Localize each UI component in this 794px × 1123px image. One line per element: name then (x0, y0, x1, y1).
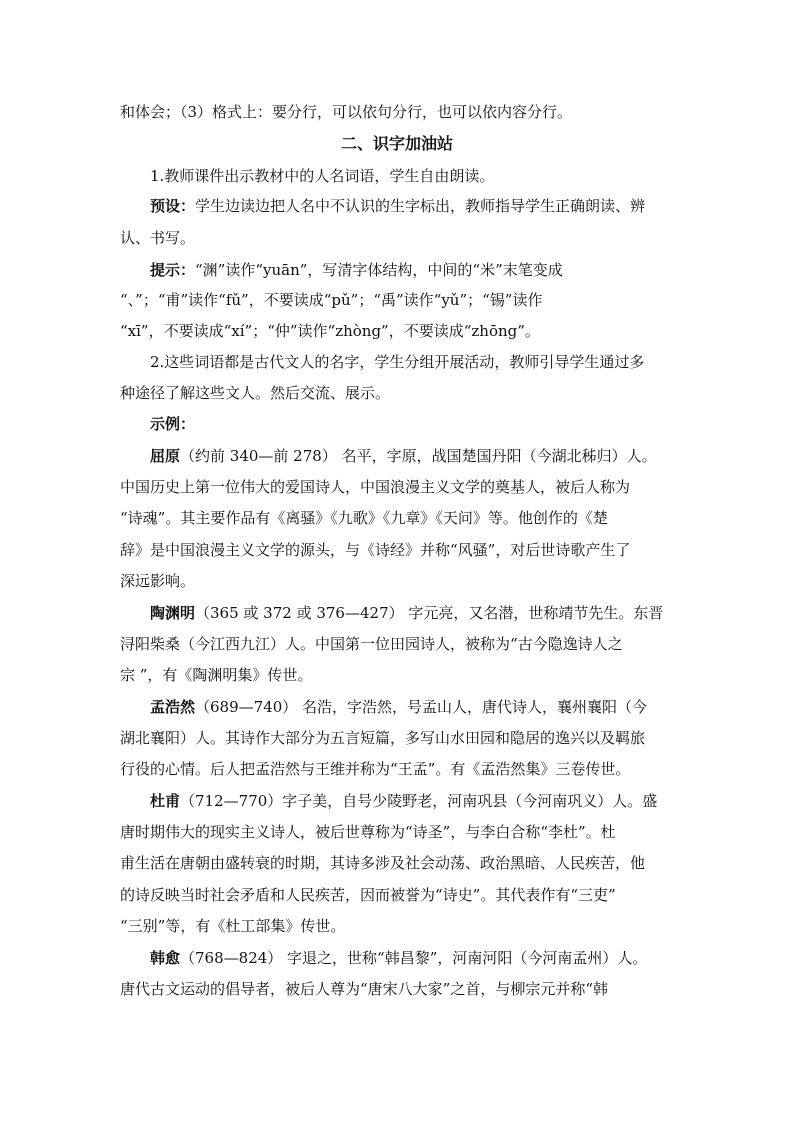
paragraph-line: 和体会；（3）格式上：要分行，可以依句分行，也可以依内容分行。 (120, 103, 573, 121)
poet-text: （712—770）字子美，自号少陵野老，河南巩县（今河南巩义）人。盛 (180, 792, 658, 810)
poet-name: 屈原 (150, 447, 181, 465)
poet-entry-line: 唐代古文运动的倡导者，被后人尊为“唐宋八大家”之首，与柳宗元并称“韩 (120, 980, 609, 998)
item-1-text: 1.教师课件出示教材中的人名词语，学生自由朗读。 (150, 167, 495, 185)
poet-entry-line: 甫生活在唐朝由盛转衰的时期，其诗多涉及社会动荡、政治黑暗、人民疾苦，他 (120, 854, 646, 872)
hint-label: 提示： (150, 261, 196, 279)
poet-text: （约前 340—前 278） 名平，字原，战国楚国丹阳（今湖北秭归）人。 (180, 447, 657, 465)
poet-entry-line: 中国历史上第一位伟大的爱国诗人，中国浪漫主义文学的奠基人，被后人称为 (120, 478, 631, 496)
hint-text: “渊”读作“yuān”，写清字体结构，中间的“米”末笔变成 (195, 261, 563, 279)
poet-name: 陶渊明 (150, 604, 196, 622)
poet-entry-line (150, 603, 663, 623)
preset-line-2: 认、书写。 (120, 229, 196, 247)
poet-text: （365 或 372 或 376—427） 字元亮，又名潜，世称靖节先生。东晋 (195, 604, 664, 622)
poet-entry-line: 唐时期伟大的现实主义诗人，被后世尊称为“诗圣”，与李白合称“李杜”。杜 (120, 823, 616, 841)
poet-entry-line: 的诗反映当时社会矛盾和人民疾苦，因而被誉为“诗史”。其代表作有“三吏” (120, 886, 616, 904)
poet-text: （689—740） 名浩，字浩然，号孟山人，唐代诗人，襄州襄阳（今 (195, 698, 648, 716)
example-label: 示例： (150, 415, 196, 433)
item-2-line-2: 种途径了解这些文人。然后交流、展示。 (120, 384, 391, 402)
poet-entry-line: 深远影响。 (120, 572, 196, 590)
poet-entry-line: 行役的心情。后人把孟浩然与王维并称为“王孟”。有《孟浩然集》三卷传世。 (120, 760, 631, 778)
poet-entry-line: 浔阳柴桑（今江西九江）人。中国第一位田园诗人，被称为“古今隐逸诗人之 (120, 635, 623, 653)
poet-entry-line (150, 697, 647, 717)
poet-entry-line (150, 948, 647, 968)
poet-entry-line: 宗 ”，有《陶渊明集》传世。 (120, 666, 313, 684)
hint-line-2: “、”；“甫”读作“fǔ”，不要读成“pǔ”；“禹”读作“yǔ”；“锡”读作 (120, 291, 543, 309)
section-title: 二、识字加油站 (340, 134, 453, 153)
poet-name: 杜甫 (150, 792, 181, 810)
poet-entry-line: 湖北襄阳）人。其诗作大部分为五言短篇，多写山水田园和隐居的逸兴以及羁旅 (120, 729, 646, 747)
preset-text: 学生边读边把人名中不认识的生字标出，教师指导学生正确朗读、辨 (195, 197, 646, 215)
poet-name: 韩愈 (150, 949, 181, 967)
poet-entry-line: 辞》是中国浪漫主义文学的源头，与《诗经》并称“风骚”，对后世诗歌产生了 (120, 541, 631, 559)
hint-line-3: “xī”，不要读成“xí”；“仲”读作“zhòng”，不要读成“zhōng”。 (120, 322, 540, 340)
poet-name: 孟浩然 (150, 698, 196, 716)
hint-line-1 (150, 260, 563, 280)
poet-entry-line (150, 791, 657, 811)
preset-label: 预设： (150, 197, 196, 215)
item-2-line-1: 2.这些词语都是古代文人的名字，学生分组开展活动，教师引导学生通过多 (150, 353, 645, 371)
poet-text: （768—824） 字退之，世称“韩昌黎”，河南河阳（今河南孟州）人。 (180, 949, 648, 967)
poet-entry-line: “三别”等，有《杜工部集》传世。 (120, 917, 346, 935)
poet-entry-line: “诗魂”。其主要作品有《离骚》《九歌》《九章》《天问》等。他创作的《楚 (120, 509, 608, 527)
poet-entry-line (150, 446, 657, 466)
preset-line-1 (150, 196, 645, 216)
